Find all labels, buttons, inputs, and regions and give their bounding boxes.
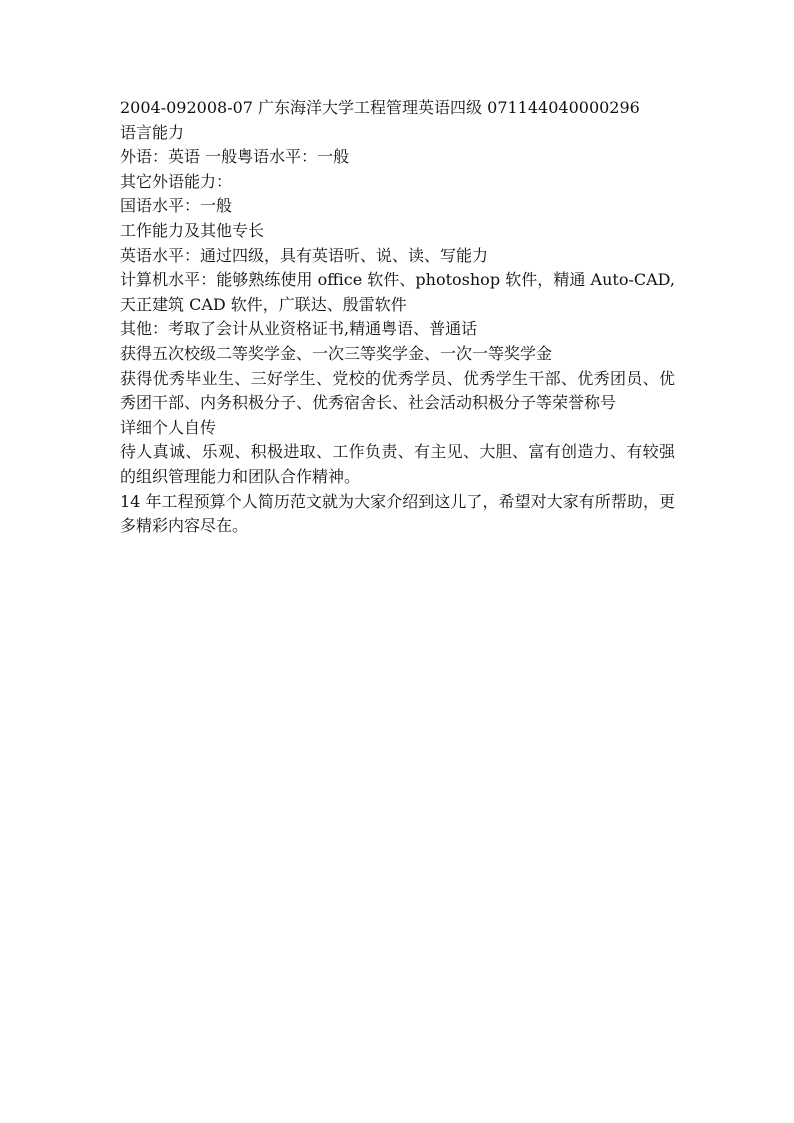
closing-paragraph: 14 年工程预算个人简历范文就为大家介绍到这儿了，希望对大家有所帮助，更多精彩内容尽在。 xyxy=(120,491,675,536)
self-intro-paragraph: 待人真诚、乐观、积极进取、工作负责、有主见、大胆、富有创造力、有较强的组织管理能力和团队合作精神。 xyxy=(120,442,675,486)
others-line: 其他：考取了会计从业资格证书,精通粤语、普通话 xyxy=(120,319,478,339)
other-foreign-language-line: 其它外语能力： xyxy=(120,171,233,191)
honors-paragraph: 获得优秀毕业生、三好学生、党校的优秀学员、优秀学生干部、优秀团员、优秀团干部、内务积极分子、优秀宿舍长、社会活动积极分子等荣誉称号 xyxy=(120,368,675,413)
computer-skill-paragraph: 计算机水平：能够熟练使用 office 软件、photoshop 软件，精通 Auto-CAD,天正建筑 CAD 软件，广联达、殷雷软件 xyxy=(120,270,675,314)
education-line: 2004-092008-07 广东海洋大学工程管理英语四级 071144040000296 xyxy=(120,98,640,117)
skills-heading: 工作能力及其他专长 xyxy=(120,220,265,240)
scholarship-line: 获得五次校级二等奖学金、一次三等奖学金、一次一等奖学金 xyxy=(120,343,553,363)
language-ability-heading: 语言能力 xyxy=(120,122,185,142)
self-intro-heading: 详细个人自传 xyxy=(120,417,217,437)
foreign-language-line: 外语：英语 一般粤语水平：一般 xyxy=(120,147,350,167)
english-level-line: 英语水平：通过四级，具有英语听、说、读、写能力 xyxy=(120,245,489,265)
document-body xyxy=(120,96,675,539)
mandarin-level-line: 国语水平：一般 xyxy=(120,196,233,216)
